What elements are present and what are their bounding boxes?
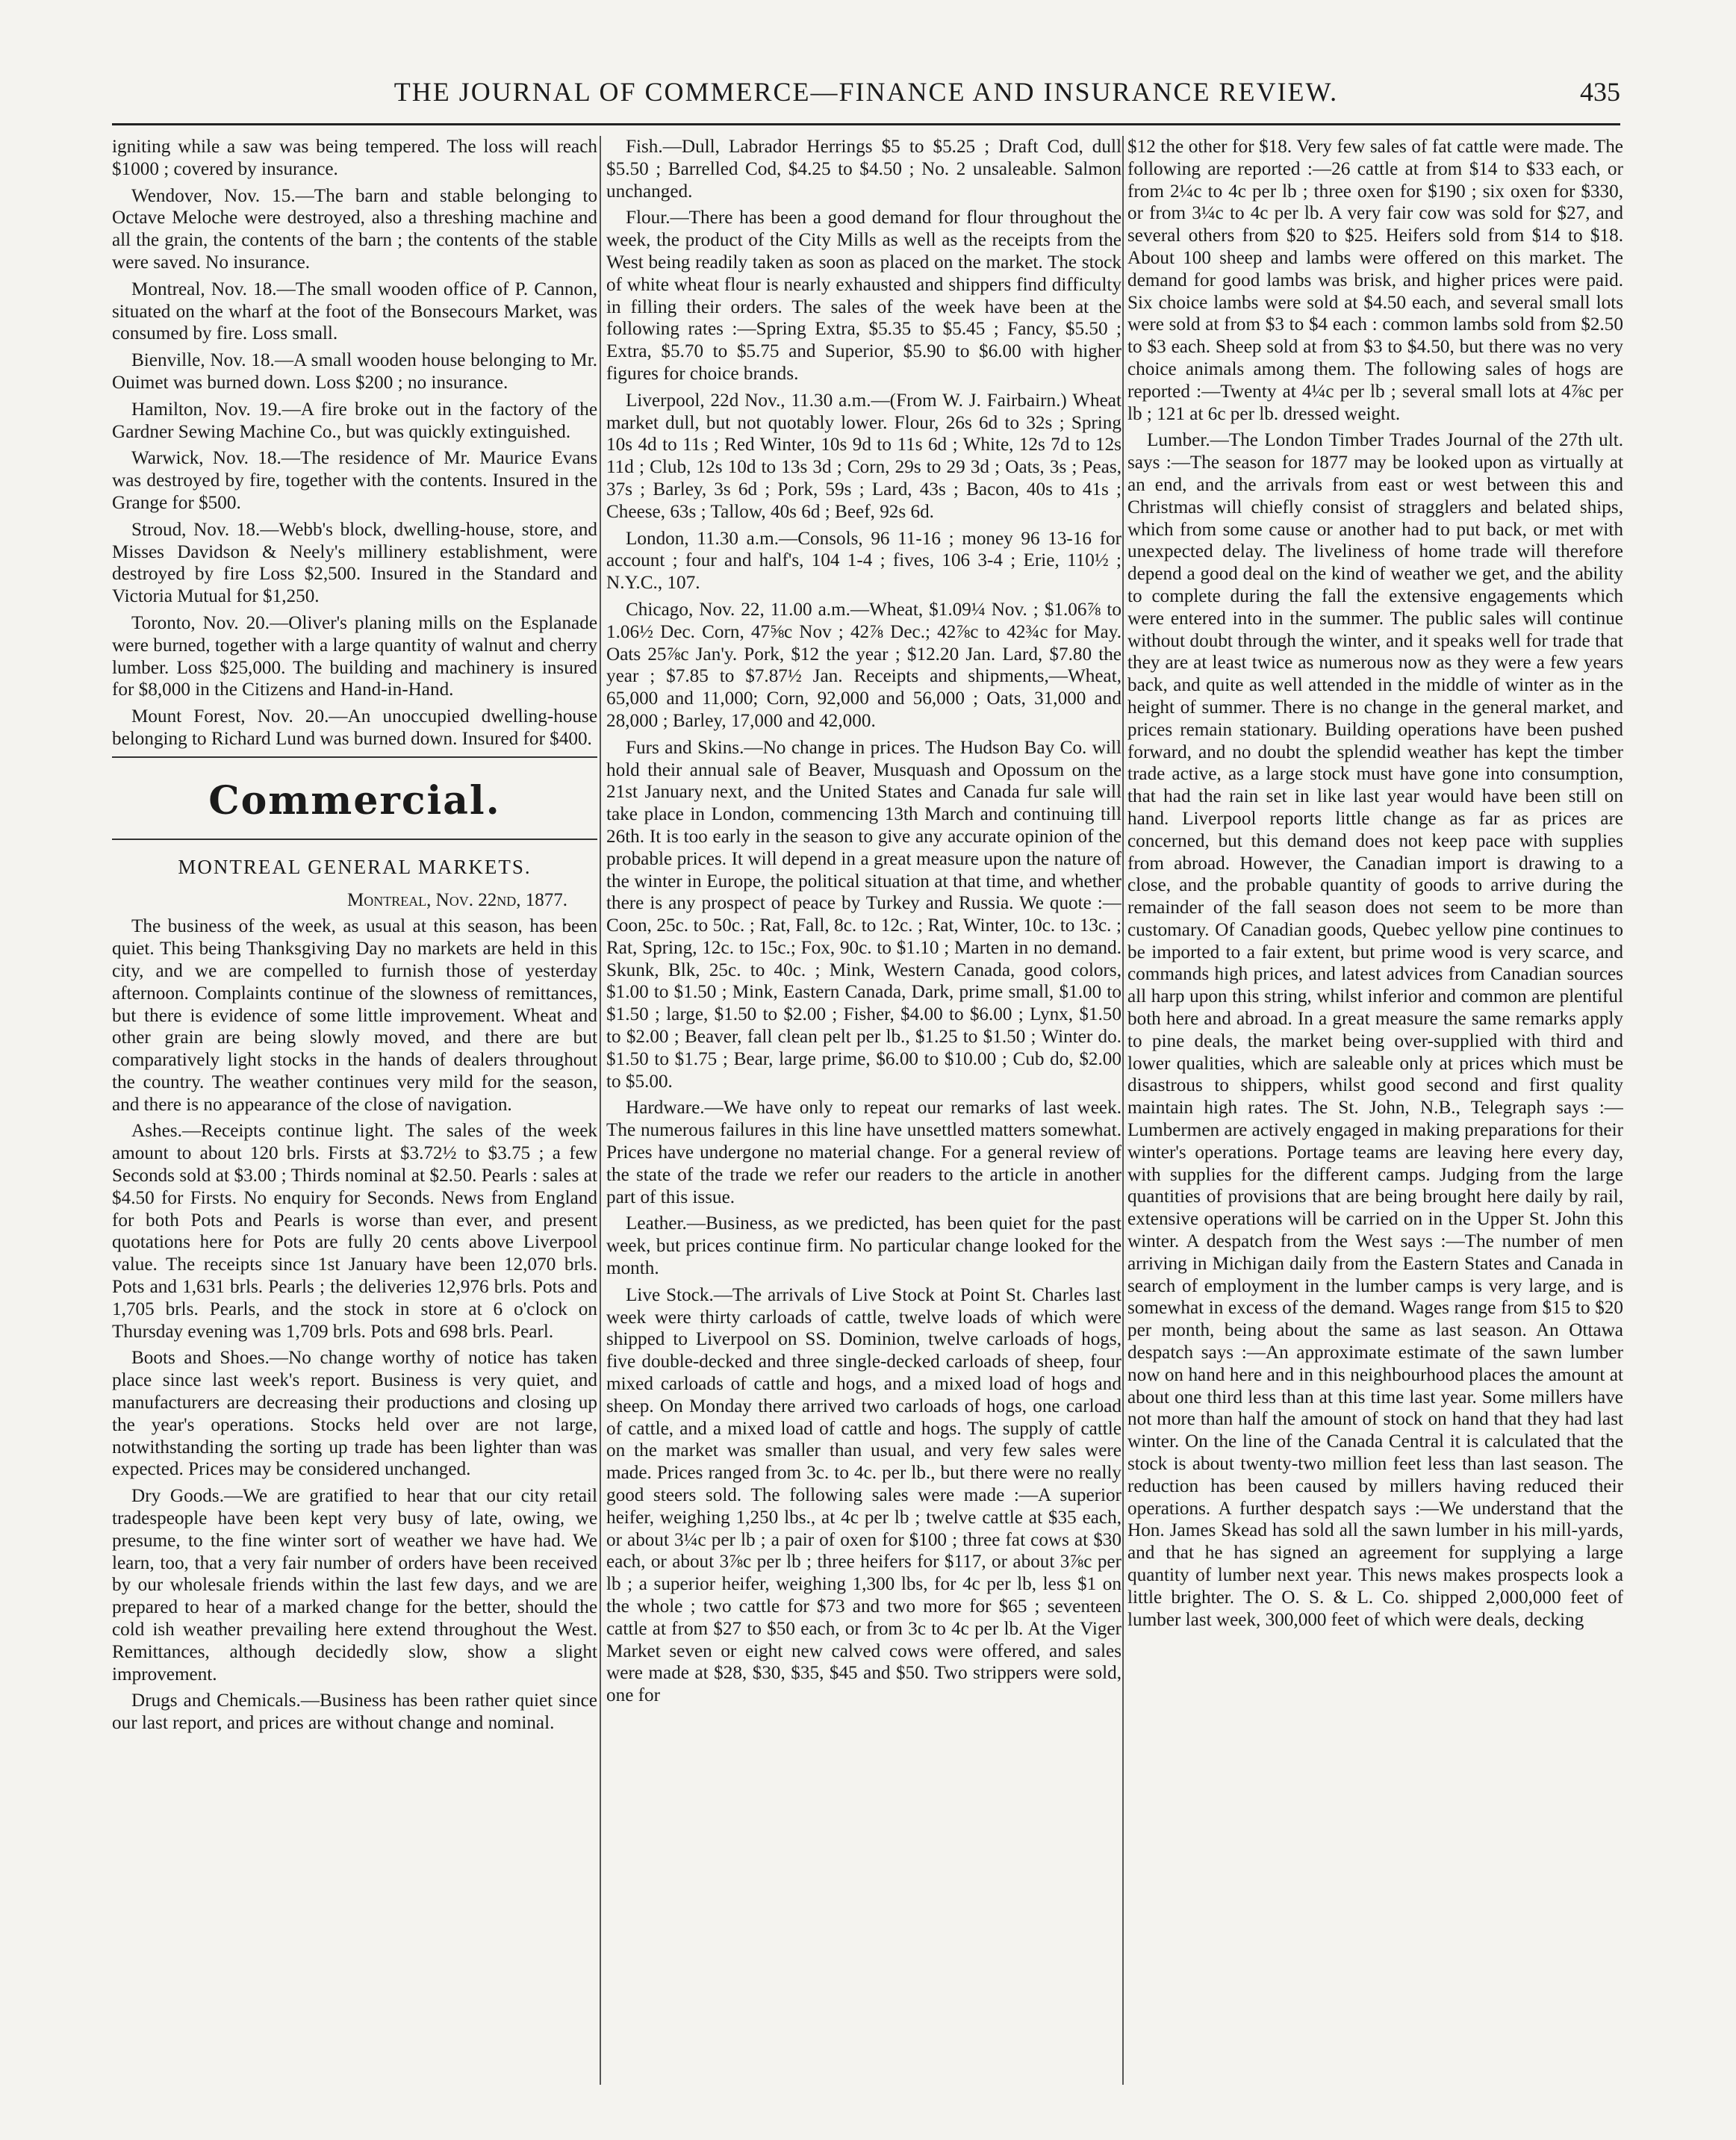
fire-item: Hamilton, Nov. 19.—A fire broke out in the factory of the Gardner Sewing Machine Co., but was quickly extinguished. — [112, 399, 597, 442]
section-rule — [112, 756, 597, 758]
dateline — [112, 889, 597, 912]
dateline-text: Montreal, Nov. 22nd, 1877. — [346, 889, 567, 910]
column-2 — [606, 136, 1121, 2092]
market-paragraph: Live Stock.—The arrivals of Live Stock at Point St. Charles last week were thirty carloads of cattle, twelve loads of which were shipped to Liverpool on SS. Dominion, twelve carloads of hogs, five double-decked and three single-decked carloads of sheep, four mixed carloads of cattle and hogs, and a mixed load of hogs and sheep. On Monday there arrived two carloads of hogs, one carload of cattle, and a mixed load of cattle and hogs. The supply of cattle on the market was smaller than usual, and very few sales were made. Prices ranged from 3c. to 4c. per lb., but there were no really good steers sold. The following sales were made :—A superior heifer, weighing 1,250 lbs., at 4c per lb ; twelve cattle at $35 each, or about 3¼c per lb ; a pair of oxen for $100 ; three fat cows at $30 each, or about 3⅞c per lb ; three heifers for $117, or about 3⅞c per lb ; a superior heifer, weighing 1,300 lbs, for 4c per lb, less $1 on the whole ; two cattle for $73 and two more for $65 ; seventeen cattle at from $27 to $50 each, or from 3c to 4c per lb. At the Viger Market seven or eight new calved cows were offered, and sales were made at $28, $30, $35, $45 and $50. Two strippers were sold, one for — [606, 1284, 1121, 1706]
fire-item: Montreal, Nov. 18.—The small wooden office of P. Cannon, situated on the wharf at the foot of the Bonsecours Market, was consumed by fire. Loss small. — [112, 279, 597, 344]
fire-item: Toronto, Nov. 20.—Oliver's planing mills on the Esplanade were burned, together with a large quantity of walnut and cherry lumber. Loss $25,000. The building and machinery is insured for $8,000 in the Citizens and Hand-in-Hand. — [112, 612, 597, 700]
markets-heading: MONTREAL GENERAL MARKETS. — [178, 855, 532, 878]
fire-item: igniting while a saw was being tempered. The loss will reach $1000 ; covered by insurance. — [112, 137, 597, 179]
fire-item: Warwick, Nov. 18.—The residence of Mr. Maurice Evans was destroyed by fire, together with the contents. Insured in the Grange for $500. — [112, 448, 597, 513]
page-number: 435 — [1580, 77, 1620, 107]
section-rule — [112, 839, 597, 840]
market-paragraph: Leather.—Business, as we predicted, has been quiet for the past week, but prices continue firm. No particular change looked for the month. — [606, 1213, 1121, 1279]
running-title: THE JOURNAL OF COMMERCE—FINANCE AND INSURANCE REVIEW. — [393, 77, 1339, 107]
page-header — [112, 69, 1620, 121]
market-paragraph: Hardware.—We have only to repeat our remarks of last week. The numerous failures in this line have unsettled matters somewhat. Prices have undergone no material change. For a general review of the state of the trade we refer our readers to the article in another part of this issue. — [606, 1098, 1121, 1207]
market-paragraph: Drugs and Chemicals.—Business has been rather quiet since our last report, and prices are without change and nominal. — [112, 1690, 597, 1734]
market-paragraph: Boots and Shoes.—No change worthy of notice has taken place since last week's report. Business is very quiet, and manufacturers are decreasing their productions and closing up the year's operations. Stocks held over are not large, notwithstanding the sorting up trade has been lighter than was expected. Prices may be considered unchanged. — [112, 1348, 597, 1480]
column-divider — [1122, 136, 1124, 2085]
market-paragraph: London, 11.30 a.m.—Consols, 96 11-16 ; money 96 13-16 for account ; four and half's, 104 1-4 ; fives, 106 3-4 ; Erie, 110½ ; N.Y.C., 107. — [606, 528, 1121, 594]
market-paragraph: Furs and Skins.—No change in prices. The Hudson Bay Co. will hold their annual sale of Beaver, Musquash and Opossum on the 21st January next, and the United States and Canada fur sale will take place in London, commencing 13th March and continuing till 26th. It is too early in the season to give any accurate opinion of the probable prices. It will depend in a great measure upon the nature of the winter in Europe, the political situation at that time, and whether there is any prospect of peace by Turkey and Russia. We quote :—Coon, 25c. to 50c. ; Rat, Fall, 8c. to 12c. ; Rat, Winter, 10c. to 13c. ; Rat, Spring, 12c. to 15c.; Fox, 90c. to $1.10 ; Marten in no demand. Skunk, Blk, 25c. to 40c. ; Mink, Western Canada, good colors, $1.00 to $1.50 ; Mink, Eastern Canada, Dark, prime small, $1.00 to $1.50 ; large, $1.50 to $2.00 ; Fisher, $4.00 to $6.00 ; Lynx, $1.50 to $2.00 ; Beaver, fall clean pelt per lb., $1.25 to $1.50 ; Winter do. $1.50 to $1.75 ; Bear, large prime, $6.00 to $10.00 ; Cub do, $2.00 to $5.00. — [606, 737, 1121, 1092]
column-divider — [600, 136, 601, 2085]
market-paragraph: Ashes.—Receipts continue light. The sales of the week amount to about 120 brls. Firsts at $3.72½ to $3.75 ; a few Seconds sold at $3.00 ; Thirds nominal at $2.50. Pearls : sales at $4.50 for Firsts. No enquiry for Seconds. News from England for both Pots and Pearls is worse than ever, and present quotations here for Pots are fully 20 cents above Liverpool value. The receipts since 1st January have been 12,070 brls. Pots and 1,631 brls. Pearls ; the deliveries 12,976 brls. Pots and 1,705 brls. Pearls, and the stock in store at 6 o'clock on Thursday evening was 1,709 brls. Pots and 698 brls. Pearl. — [112, 1121, 597, 1342]
section-title: Commercial. — [208, 777, 501, 824]
fire-item: Bienville, Nov. 18.—A small wooden house belonging to Mr. Ouimet was burned down. Loss $200 ; no insurance. — [112, 350, 597, 393]
market-paragraph: The business of the week, as usual at this season, has been quiet. This being Thanksgiving Day no markets are held in this city, and we are compelled to furnish those of yesterday afternoon. Complaints continue of the slowness of remittances, but there is evidence of some little improvement. Wheat and other grain are being slowly moved, and there are but comparatively light stocks in the hands of dealers throughout the country. The weather continues very mild for the season, and there is no appearance of the close of navigation. — [112, 916, 597, 1115]
market-paragraph: Dry Goods.—We are gratified to hear that our city retail tradespeople have been kept very busy of late, owing, we presume, to the fine winter sort of weather we have had. We learn, too, that a very fair number of orders have been received by our wholesale friends within the last few days, and we are prepared to hear of a marked change for the better, should the cold ish weather prevailing here extend throughout the West. Remittances, although decidedly slow, show a slight improvement. — [112, 1486, 597, 1685]
header-rule — [112, 123, 1620, 125]
fire-item: Mount Forest, Nov. 20.—An unoccupied dwelling-house belonging to Richard Lund was burned down. Insured for $400. — [112, 706, 597, 749]
fire-item: Wendover, Nov. 15.—The barn and stable belonging to Octave Meloche were destroyed, also a threshing machine and all the grain, the contents of the barn ; the contents of the stable were saved. No insurance. — [112, 185, 597, 273]
column-1 — [112, 136, 597, 2092]
market-paragraph: Flour.—There has been a good demand for flour throughout the week, the product of the City Mills as well as the receipts from the West being readily taken as soon as placed on the market. The stock of white wheat flour is nearly exhausted and shippers find difficulty in filling their orders. The sales of the week have been at the following rates :—Spring Extra, $5.35 to $5.45 ; Fancy, $5.50 ; Extra, $5.70 to $5.75 and Superior, $5.90 to $6.00 with higher figures for choice brands. — [606, 208, 1121, 384]
column-3 — [1127, 136, 1623, 2092]
market-paragraph: $12 the other for $18. Very few sales of fat cattle were made. The following are reported :—26 cattle at from $14 to $33 each, or from 2¼c to 4c per lb ; three oxen for $190 ; six oxen for $330, or from 3¼c to 4c per lb. A very fair cow was sold for $27, and several others from $20 to $25. Heifers sold from $14 to $18. About 100 sheep and lambs were offered on this market. The demand for good lambs was brisk, and higher prices were paid. Six choice lambs were sold at $4.50 each, and several small lots were sold at from $3 to $4 each : common lambs sold from $2.50 to $3 each. Sheep sold at from $3 to $4.50, but there was no very choice animals among them. The following sales of hogs are reported :—Twenty at 4¼c per lb ; several small lots at 4⅞c per lb ; 121 at 6c per lb. dressed weight. — [1127, 137, 1623, 424]
market-paragraph: Chicago, Nov. 22, 11.00 a.m.—Wheat, $1.09¼ Nov. ; $1.06⅞ to 1.06½ Dec. Corn, 47⅝c Nov ; 42⅞ Dec.; 42⅞c to 42¾c for May. Oats 25⅞c Jan'y. Pork, $12 the year ; $12.20 Jan. Lard, $7.80 the year ; $7.85 to $7.87½ Jan. Receipts and shipments,—Wheat, 65,000 and 11,000; Corn, 92,000 and 56,000 ; Oats, 31,000 and 28,000 ; Barley, 17,000 and 42,000. — [606, 599, 1121, 731]
market-paragraph: Fish.—Dull, Labrador Herrings $5 to $5.25 ; Draft Cod, dull $5.50 ; Barrelled Cod, $4.25 to $4.50 ; No. 2 unsaleable. Salmon unchanged. — [606, 137, 1121, 202]
market-paragraph: Lumber.—The London Timber Trades Journal of the 27th ult. says :—The season for 1877 may be looked upon as virtually at an end, and the arrivals from east or west between this and Christmas will chiefly consist of stragglers and belated ships, which from some cause or another had to put back, or met with unexpected delay. The liveliness of home trade will therefore depend a good deal on the kind of weather we get, and the ability to complete during the fall the extensive engagements which were entered into in the summer. The public sales will continue without doubt through the winter, and it speaks well for trade that they are at least twice as numerous now as they were a few years back, and quite as well attended in the middle of winter as in the height of summer. There is no change in the general market, and prices remain stationary. Building operations have been pushed forward, and no doubt the splendid weather has kept the timber trade active, as a large stock must have gone into consumption, that had the rain set in like last year would have been still on hand. Liverpool reports little change as far as prices are concerned, but this demand does not keep pace with supplies from abroad. However, the Canadian import is drawing to a close, and the probable quantity of goods to arrive during the remainder of the fall season does not seem to be more than customary. Of Canadian goods, Quebec yellow pine continues to be imported to a fair extent, but prime wood is very scarce, and commands high prices, and latest advices from Canadian sources all harp upon this string, whilst inferior and common are plentiful both here and abroad. In a great measure the same remarks apply to pine deals, the market being over-supplied with third and lower qualities, which are saleable only at prices which must be disastrous to shippers, whilst good second and first quality maintain high rates. The St. John, N.B., Telegraph says :—Lumbermen are actively engaged in making preparations for their winter's operations. Portage teams are leaving here every day, with supplies for the different camps. Judging from the large quantities of provisions that are being brought here daily by rail, extensive operations will be carried on in the Upper St. John this winter. A despatch from the West says :—The number of men arriving in Michigan daily from the Eastern States and Canada in search of employment in the lumber camps is very large, and is somewhat in excess of the demand. Wages range from $15 to $20 per month, being about the same as last season. An Ottawa despatch says :—An approximate estimate of the sawn lumber now on hand here and in this neighbourhood places the amount at about one third less than at this time last year. Some millers have not more than half the amount of stock on hand that they had last winter. On the line of the Canada Central it is calculated that the stock is about twenty-two million feet less than last season. The reduction has been caused by millers having reduced their operations. A further despatch says :—We understand that the Hon. James Skead has sold all the sawn lumber in his mill-yards, and that he has signed an agreement for supplying a large quantity of lumber next year. This news makes prospects look a little brighter. The O. S. & L. Co. shipped 2,000,000 feet of lumber last week, 300,000 feet of which were deals, decking — [1127, 430, 1623, 1630]
fire-item: Stroud, Nov. 18.—Webb's block, dwelling-house, store, and Misses Davidson & Neely's millinery establishment, were destroyed by fire Loss $2,500. Insured in the Standard and Victoria Mutual for $1,250. — [112, 519, 597, 607]
market-paragraph: Liverpool, 22d Nov., 11.30 a.m.—(From W. J. Fairbairn.) Wheat market dull, but not quotably lower. Flour, 26s 6d to 32s ; Spring 10s 4d to 11s ; Red Winter, 10s 9d to 11s 6d ; White, 12s 7d to 12s 11d ; Club, 12s 10d to 13s 3d ; Corn, 29s to 29 3d ; Oats, 3s ; Peas, 37s ; Barley, 3s 6d ; Pork, 59s ; Lard, 43s ; Bacon, 40s to 41s ; Cheese, 63s ; Tallow, 40s 6d ; Beef, 92s 6d. — [606, 390, 1121, 522]
